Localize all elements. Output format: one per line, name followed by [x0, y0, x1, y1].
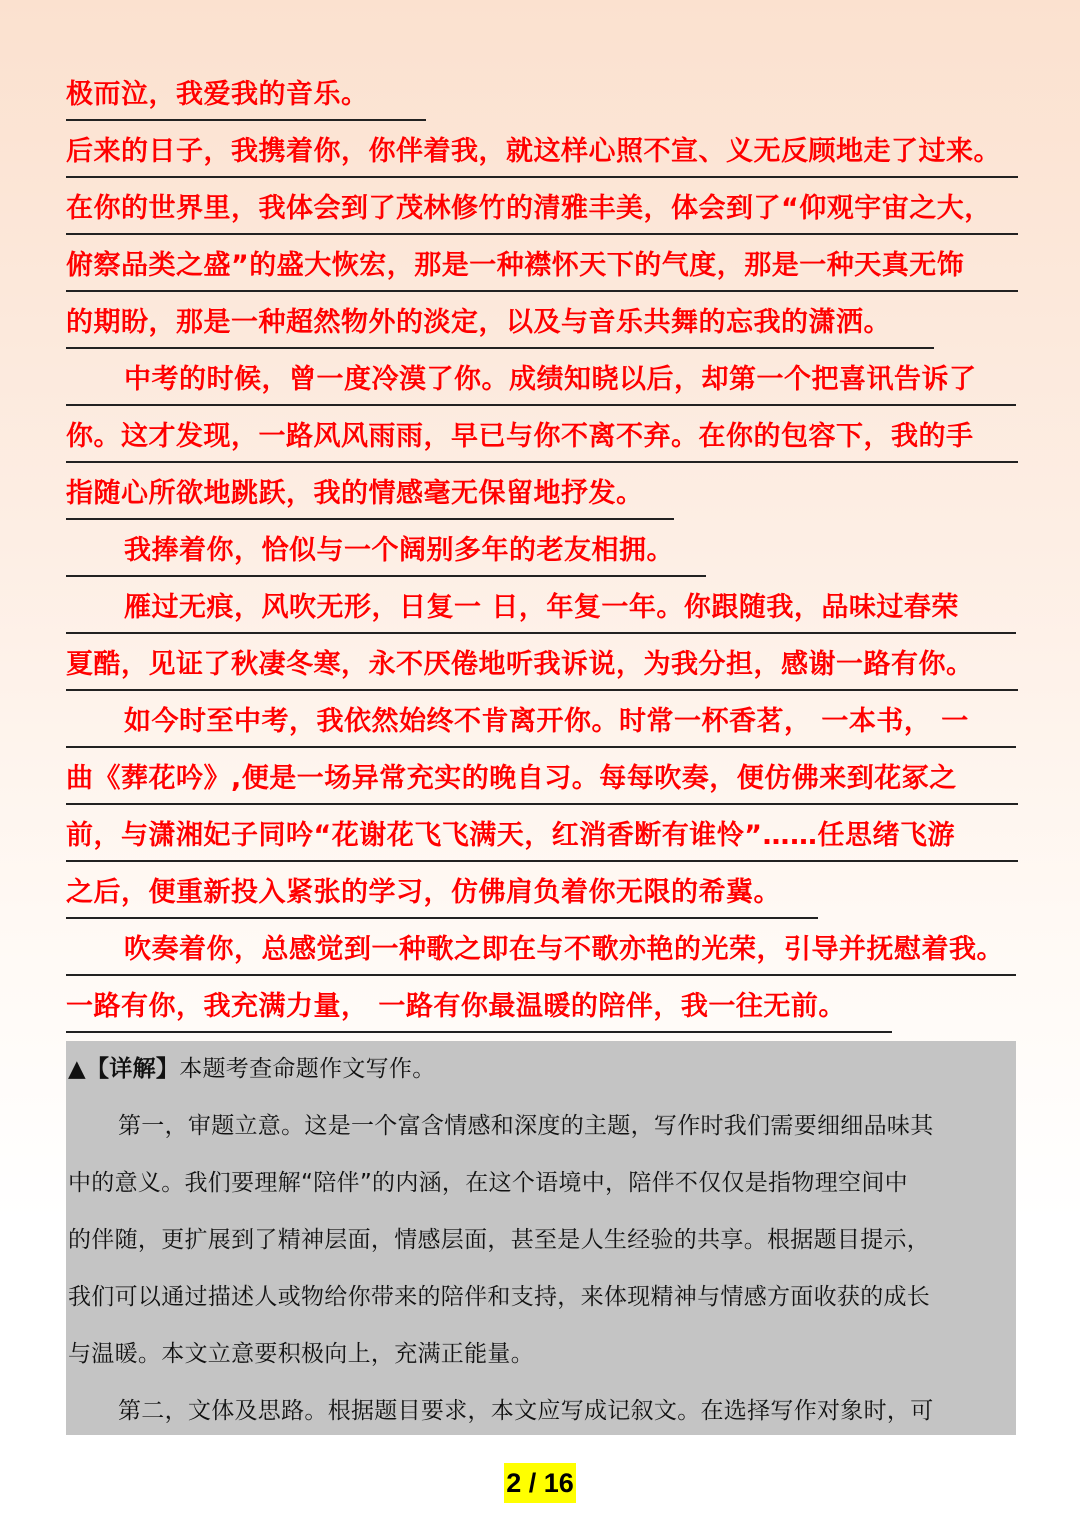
essay-line [66, 123, 1016, 180]
explanation-line: 我们可以通过描述人或物给你带来的陪伴和支持，来体现精神与情感方面收获的成长 [68, 1284, 931, 1310]
explanation-line: 第一，审题立意。这是一个富含情感和深度的主题，写作时我们需要细细品味其 [118, 1113, 934, 1139]
explanation-label: ▲【详解】 [68, 1056, 180, 1082]
explanation-line: 第二，文体及思路。根据题目要求，本文应写成记叙文。在选择写作对象时，可 [118, 1398, 934, 1424]
essay-line [66, 579, 1016, 636]
essay-line-text: 夏酷，见证了秋凄冬寒，永不厌倦地听我诉说，为我分担，感谢一路有你。 [66, 641, 1018, 691]
document-page [66, 66, 1016, 1435]
essay-line-text: 中考的时候，曾一度冷漠了你。成绩知晓以后，却第一个把喜讯告诉了 [66, 356, 1016, 406]
essay-line-text: 曲《葬花吟》,便是一场异常充实的晚自习。每每吹奏，便仿佛来到花冢之 [66, 755, 1018, 805]
essay-line-text: 俯察品类之盛”的盛大恢宏，那是一种襟怀天下的气度，那是一种天真无饰 [66, 242, 1018, 292]
explanation-heading-text: 本题考查命题作文写作。 [179, 1056, 436, 1082]
essay-line-text: 后来的日子，我携着你，你伴着我，就这样心照不宣、义无反顾地走了过来。 [66, 128, 1018, 178]
explanation-line: 的伴随，更扩展到了精神层面，情感层面，甚至是人生经验的共享。根据题目提示， [68, 1227, 931, 1253]
essay-line-text: 一路有你，我充满力量， 一路有你最温暖的陪伴，我一往无前。 [66, 983, 892, 1033]
essay-line [66, 522, 1016, 579]
essay-line-text: 如今时至中考，我依然始终不肯离开你。时常一杯香茗， 一本书， 一 [66, 698, 1016, 748]
essay-line-text: 的期盼，那是一种超然物外的淡定，以及与音乐共舞的忘我的潇洒。 [66, 299, 934, 349]
explanation-line: 中的意义。我们要理解“陪伴”的内涵，在这个语境中，陪伴不仅仅是指物理空间中 [68, 1170, 908, 1196]
essay-line-text: 指随心所欲地跳跃，我的情感毫无保留地抒发。 [66, 470, 674, 520]
essay-line-text: 我捧着你，恰似与一个阔别多年的老友相拥。 [66, 527, 706, 577]
essay-line [66, 237, 1016, 294]
essay-line-text: 前，与潇湘妃子同吟“花谢花飞飞满天，红消香断有谁怜”……任思绪飞游 [66, 812, 1018, 862]
essay-line [66, 66, 1016, 123]
essay-line [66, 693, 1016, 750]
essay-line-text: 吹奏着你，总感觉到一种歌之即在与不歌亦艳的光荣，引导并抚慰着我。 [66, 926, 1016, 976]
essay-line [66, 351, 1016, 408]
essay-line-text: 之后，便重新投入紧张的学习，仿佛肩负着你无限的希冀。 [66, 869, 818, 919]
essay-line [66, 750, 1016, 807]
page-number: 2 / 16 [504, 1463, 576, 1503]
explanation-heading [66, 1041, 1016, 1098]
essay-line [66, 978, 1016, 1035]
essay-line [66, 294, 1016, 351]
essay-line [66, 408, 1016, 465]
explanation-line: 与温暖。本文立意要积极向上，充满正能量。 [68, 1341, 534, 1367]
essay-line [66, 636, 1016, 693]
essay-line [66, 180, 1016, 237]
essay-line-text: 雁过无痕，风吹无形，日复一 日，年复一年。你跟随我，品味过春荣 [66, 584, 1016, 634]
essay-line-text: 你。这才发现，一路风风雨雨，早已与你不离不弃。在你的包容下，我的手 [66, 413, 1018, 463]
essay-line [66, 807, 1016, 864]
essay-line-text: 在你的世界里，我体会到了茂林修竹的清雅丰美，体会到了“仰观宇宙之大， [66, 185, 1018, 235]
essay-line [66, 921, 1016, 978]
essay-line [66, 864, 1016, 921]
answer-explanation-box [66, 1041, 1016, 1435]
essay-body [66, 66, 1016, 1035]
essay-line-text: 极而泣，我爱我的音乐。 [66, 71, 426, 121]
essay-line [66, 465, 1016, 522]
